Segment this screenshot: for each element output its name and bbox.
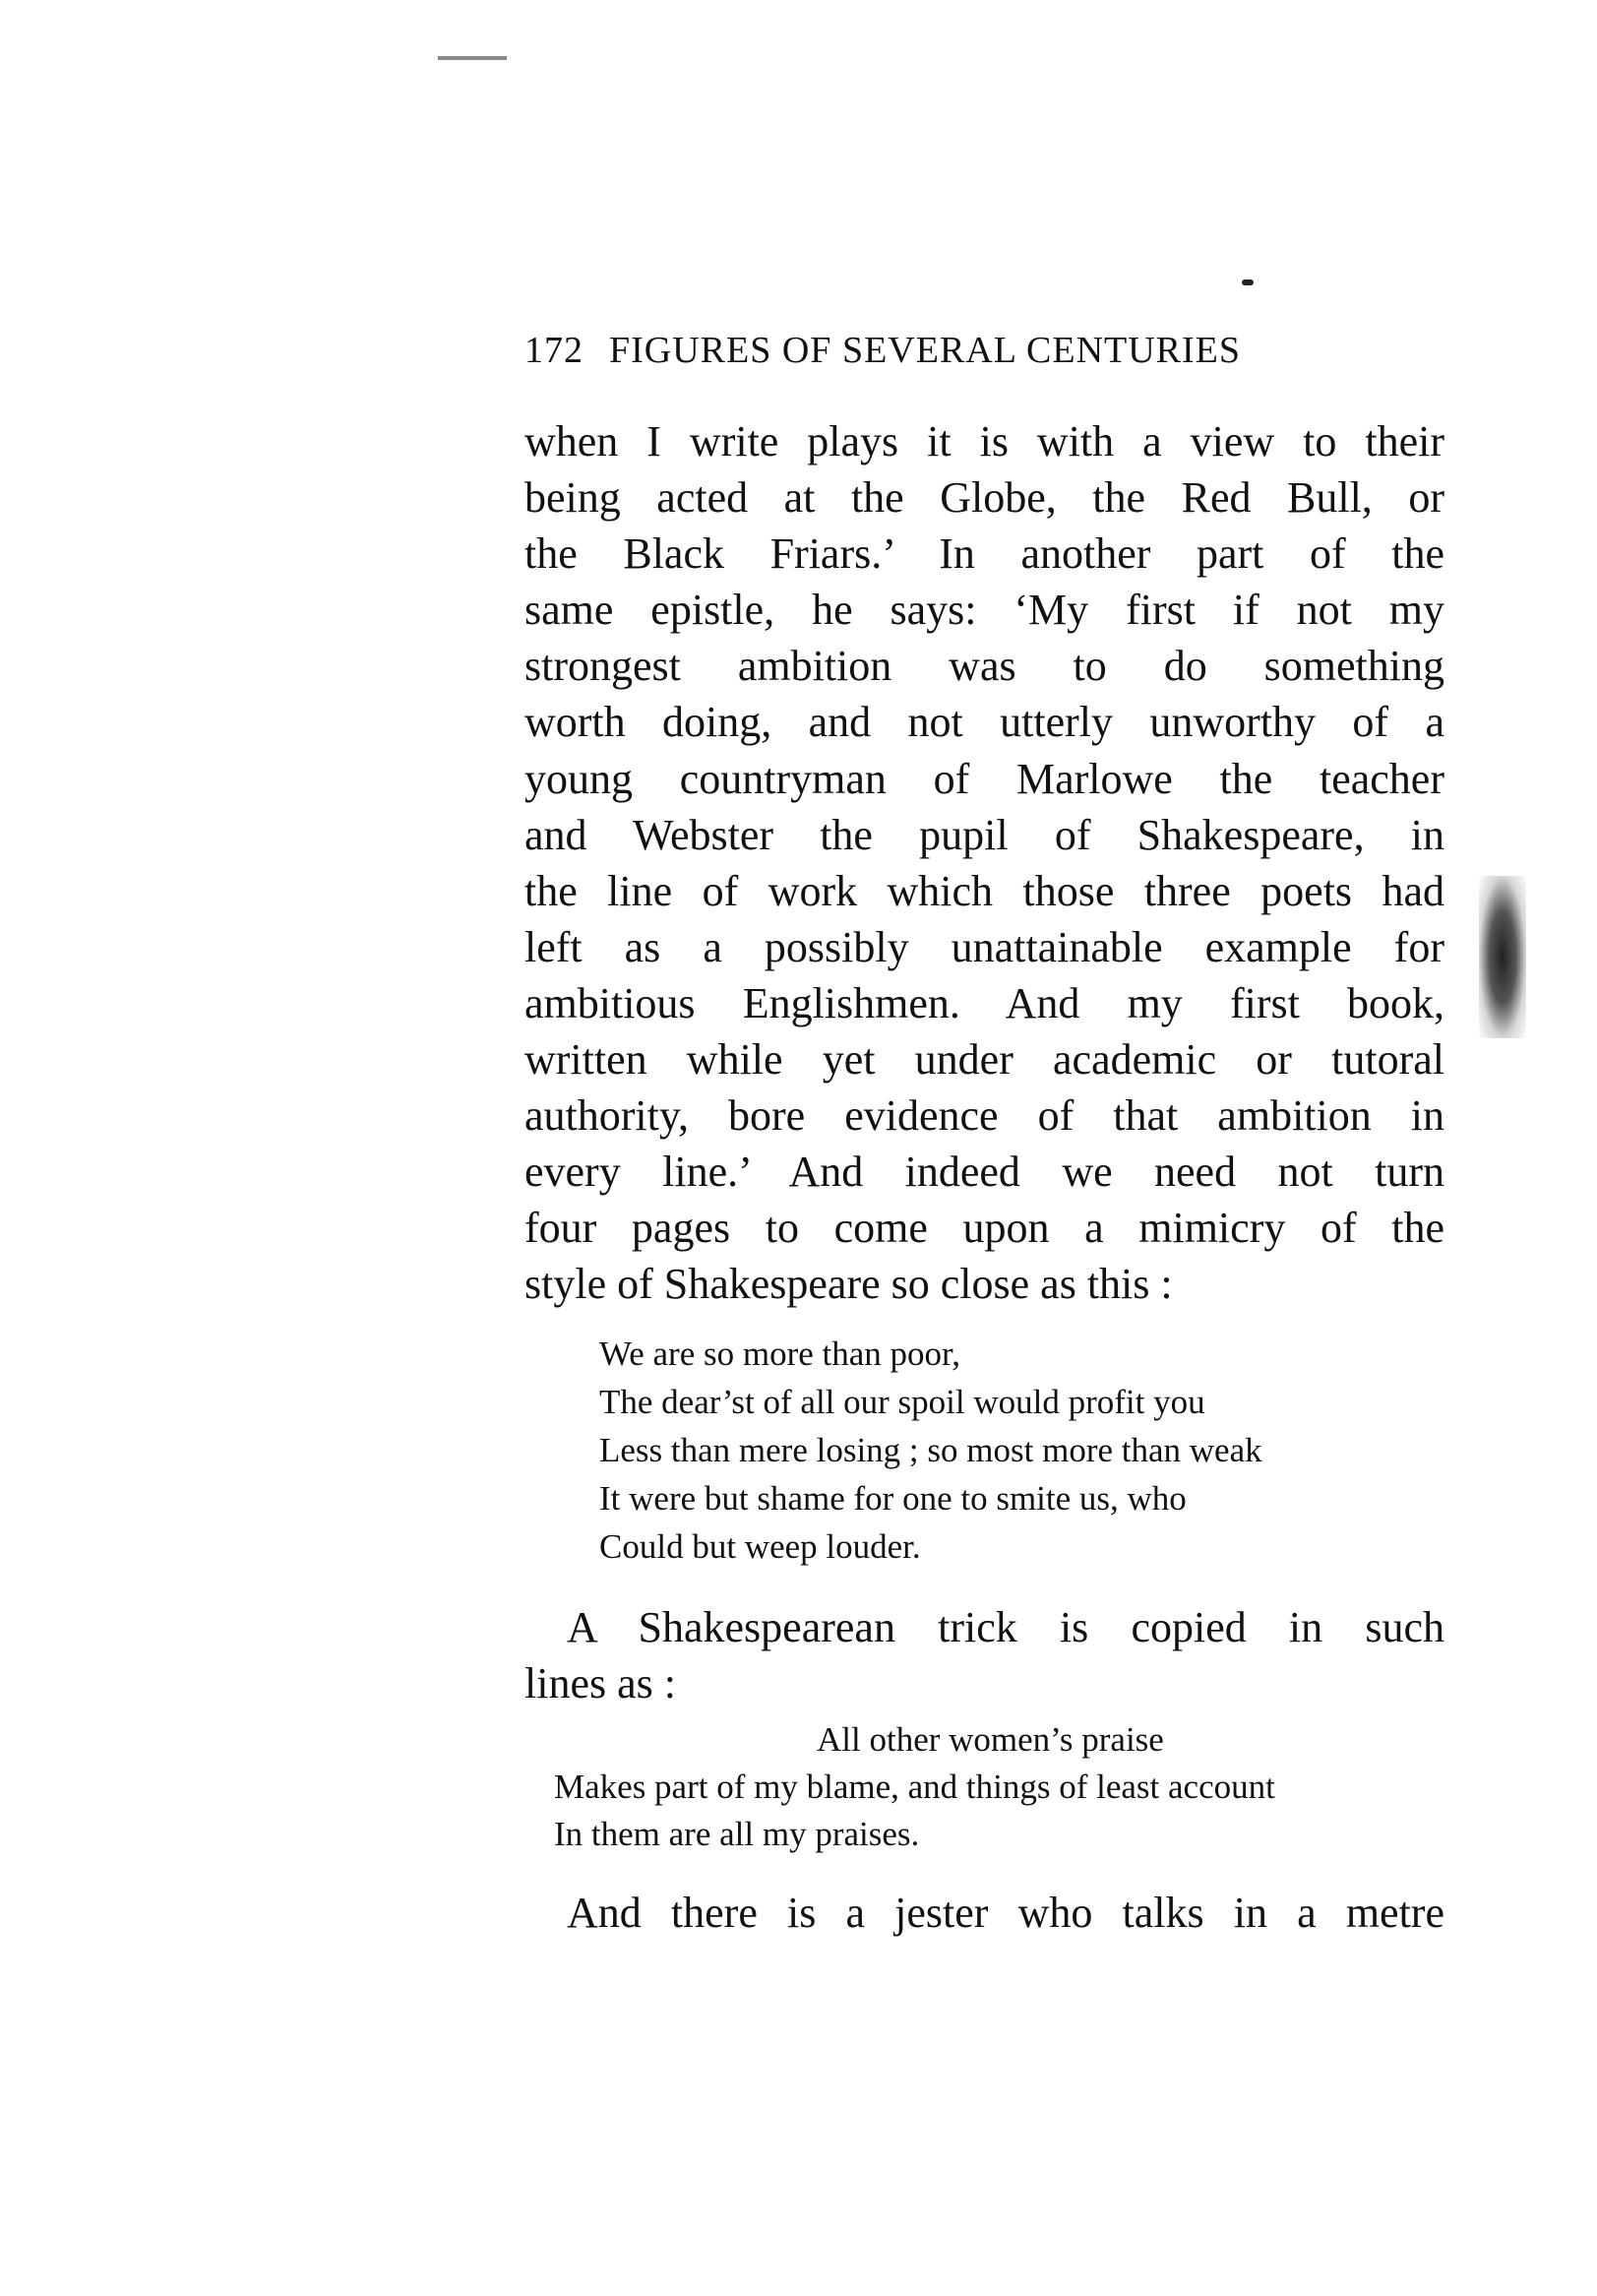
text-line: and Webster the pupil of Shakespeare, in bbox=[524, 810, 1444, 859]
verse-line: We are so more than poor, bbox=[599, 1334, 961, 1373]
verse-line: The dear’st of all our spoil would profit you bbox=[599, 1383, 1205, 1421]
verse-line: It were but shame for one to smite us, who bbox=[599, 1479, 1187, 1518]
text-line: style of Shakespeare so close as this : bbox=[524, 1260, 1173, 1309]
verse-line: Less than mere losing ; so most more than weak bbox=[599, 1431, 1262, 1469]
scan-mark bbox=[1242, 279, 1254, 285]
text-line: authority, bore evidence of that ambition in bbox=[524, 1091, 1444, 1141]
text-line: every line.’ And indeed we need not turn bbox=[524, 1148, 1444, 1197]
text-line: worth doing, and not utterly unworthy of a bbox=[524, 698, 1444, 747]
verse-line: Makes part of my blame, and things of least account bbox=[554, 1768, 1275, 1806]
text-line: when I write plays it is with a view to their bbox=[524, 417, 1444, 465]
text-line: written while yet under academic or tutoral bbox=[524, 1035, 1444, 1085]
text-line: left as a possibly unattainable example for bbox=[524, 922, 1444, 971]
text-line: the line of work which those three poets had bbox=[524, 866, 1444, 915]
text-line: lines as : bbox=[524, 1659, 676, 1708]
paragraph-1 bbox=[524, 413, 1444, 1313]
paragraph-2 bbox=[524, 1599, 1444, 1711]
verse-line: In them are all my praises. bbox=[554, 1815, 920, 1853]
running-title: FIGURES OF SEVERAL CENTURIES bbox=[609, 330, 1242, 371]
page-number: 172 bbox=[524, 330, 584, 371]
paragraph-3 bbox=[567, 1885, 1444, 1941]
verse-quote-2 bbox=[554, 1716, 1444, 1858]
text-line: four pages to come upon a mimicry of the bbox=[524, 1204, 1444, 1253]
running-header bbox=[524, 325, 1415, 376]
text-line: being acted at the Globe, the Red Bull, or bbox=[524, 473, 1444, 523]
text-line: A Shakespearean trick is copied in such bbox=[567, 1603, 1444, 1651]
scan-mark bbox=[438, 56, 507, 60]
text-line: same epistle, he says: ‘My first if not my bbox=[524, 586, 1444, 635]
verse-line: Could but weep louder. bbox=[599, 1527, 921, 1566]
text-line: the Black Friars.’ In another part of the bbox=[524, 529, 1444, 579]
text-line: young countryman of Marlowe the teacher bbox=[524, 754, 1444, 803]
page-stain bbox=[1479, 876, 1526, 1038]
text-line: strongest ambition was to do something bbox=[524, 642, 1444, 691]
verse-quote-1 bbox=[599, 1330, 1262, 1571]
verse-line: All other women’s praise bbox=[817, 1720, 1164, 1759]
text-line: And there is a jester who talks in a metre bbox=[567, 1889, 1444, 1937]
text-line: ambitious Englishmen. And my first book, bbox=[524, 978, 1444, 1027]
